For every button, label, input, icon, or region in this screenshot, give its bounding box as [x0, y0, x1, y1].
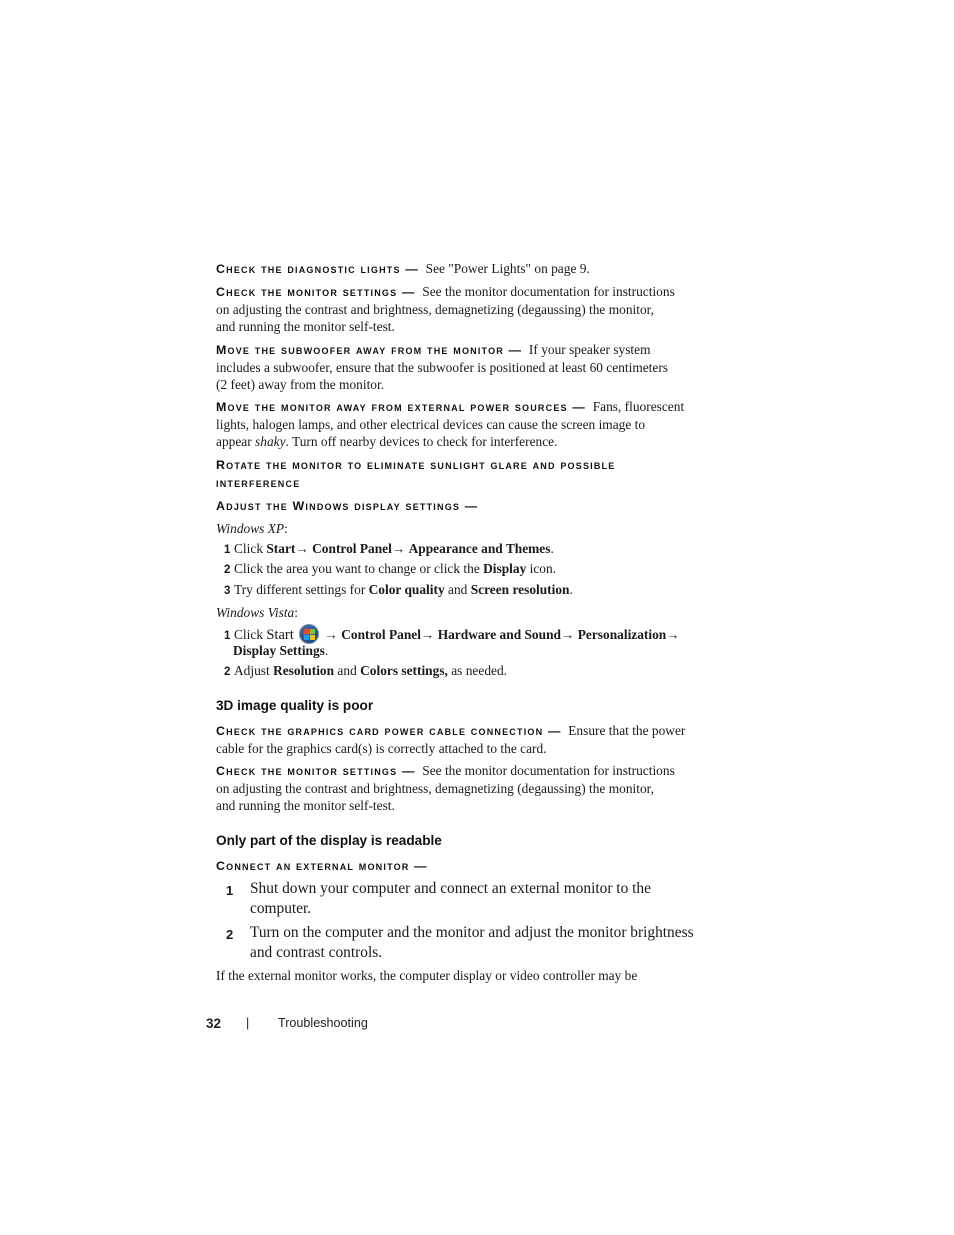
section-power-sources	[216, 398, 716, 450]
step-number: 2	[224, 564, 231, 576]
ui-term: Screen resolution	[470, 582, 570, 597]
list-item	[216, 540, 716, 559]
section-text-line: See the monitor documentation for instructions	[422, 284, 675, 299]
list-item	[216, 662, 716, 681]
text-fragment: Adjust	[234, 663, 274, 678]
section-heading: interference	[216, 476, 301, 490]
os-label: Windows Vista	[216, 605, 295, 620]
section-subwoofer	[216, 341, 716, 393]
section-text-line: Ensure that the power	[568, 723, 686, 738]
text-fragment: and	[444, 582, 471, 597]
label-colon: :	[294, 605, 298, 620]
text-fragment: Click	[234, 541, 267, 556]
section-heading: Check the monitor settings —	[216, 764, 416, 778]
arrow: →	[560, 627, 578, 642]
section-windows-settings	[216, 497, 716, 515]
ui-term: Display Settings	[233, 643, 325, 658]
text-fragment: .	[324, 643, 329, 658]
text-fragment: . Turn off nearby devices to check for interference.	[285, 434, 558, 449]
text-fragment: .	[550, 541, 554, 556]
section-external-monitor	[216, 857, 716, 875]
italic-word: shaky	[255, 434, 286, 449]
section-heading: Rotate the monitor to eliminate sunlight glare and possible	[216, 458, 616, 472]
footer-separator: |	[246, 1016, 250, 1030]
step-number: 1	[224, 544, 231, 556]
section-heading: Check the diagnostic lights —	[216, 262, 419, 276]
section-diagnostic-lights	[216, 260, 716, 278]
ui-term: Color quality	[368, 582, 445, 597]
section-graphics-cable	[216, 722, 716, 757]
step-text-line: and contrast controls.	[250, 943, 383, 961]
paragraph-text: If the external monitor works, the computer display or video controller may be	[216, 968, 638, 983]
step-number: 2	[224, 666, 231, 678]
list-item	[216, 560, 716, 579]
windows-vista-block	[216, 604, 716, 678]
list-item	[216, 879, 716, 919]
step-number: 2	[226, 927, 234, 942]
section-monitor-settings	[216, 283, 716, 335]
list-item-continuation	[216, 642, 716, 659]
ui-term: Start	[266, 541, 296, 556]
section-text-line: cable for the graphics card(s) is correctly attached to the card.	[216, 741, 547, 756]
section-text-line: on adjusting the contrast and brightness, demagnetizing (degaussing) the monitor,	[216, 302, 654, 317]
section-heading: Move the subwoofer away from the monitor —	[216, 343, 523, 357]
ui-term: Resolution	[273, 663, 335, 678]
section-heading: Check the monitor settings —	[216, 285, 416, 299]
ui-term: Control Panel	[312, 541, 392, 556]
section-text-line: lights, halogen lamps, and other electrical devices can cause the screen image to	[216, 417, 646, 432]
section-text-line: and running the monitor self-test.	[216, 319, 395, 334]
ui-term: Control Panel	[341, 627, 421, 642]
arrow: →	[295, 541, 313, 556]
step-text-line: Turn on the computer and the monitor and adjust the monitor brightness	[250, 924, 694, 941]
partial-heading-block	[216, 832, 716, 849]
section-rotate-monitor	[216, 456, 716, 492]
text-fragment: Click	[234, 627, 267, 642]
list-item	[216, 581, 716, 600]
ui-term: Colors settings,	[360, 663, 448, 678]
section-text-line: and running the monitor self-test.	[216, 798, 395, 813]
subsection-title: Only part of the display is readable	[216, 833, 442, 848]
arrow: →	[321, 627, 342, 642]
step-number: 1	[224, 630, 231, 642]
windows-start-icon	[299, 624, 319, 644]
closing-paragraph	[216, 967, 716, 984]
ui-term: Display	[483, 561, 527, 576]
arrow: →	[420, 627, 438, 642]
section-text-line: Fans, fluorescent	[592, 399, 685, 414]
step-text-line: computer.	[250, 899, 312, 917]
text-fragment: Try different settings for	[234, 582, 369, 597]
subsection-title: 3D image quality is poor	[216, 698, 374, 713]
os-label: Windows XP	[216, 521, 285, 536]
step-number: 3	[224, 585, 231, 597]
section-heading: Check the graphics card power cable connection —	[216, 724, 562, 738]
arrow: →	[666, 627, 680, 642]
chapter-title: Troubleshooting	[278, 1016, 368, 1030]
section-text-line: If your speaker system	[528, 342, 651, 357]
section-heading: Adjust the Windows display settings —	[216, 499, 479, 513]
section-text-line: includes a subwoofer, ensure that the subwoofer is positioned at least 60 centimeters	[216, 360, 669, 375]
step-number: 1	[226, 883, 234, 898]
page-number: 32	[206, 1016, 222, 1031]
section-text-line: See the monitor documentation for instructions	[422, 763, 675, 778]
ui-term: Start	[266, 627, 294, 643]
section-heading: Move the monitor away from external power sources —	[216, 400, 586, 414]
section-text-line: (2 feet) away from the monitor.	[216, 377, 385, 392]
text-fragment: and	[334, 663, 361, 678]
ui-term: Hardware and Sound	[437, 627, 561, 642]
label-colon: :	[284, 521, 288, 536]
section-text-line: on adjusting the contrast and brightness, demagnetizing (degaussing) the monitor,	[216, 781, 654, 796]
text-fragment: as needed.	[447, 663, 508, 678]
section-text: See "Power Lights" on page 9.	[425, 261, 590, 276]
windows-xp-block	[216, 520, 716, 597]
text-fragment: Click the area you want to change or click the	[234, 561, 484, 576]
section-monitor-settings-2	[216, 762, 716, 814]
list-item	[216, 923, 716, 963]
text-fragment: .	[569, 582, 573, 597]
arrow: →	[391, 541, 409, 556]
ui-term: Appearance and Themes	[408, 541, 551, 556]
text-fragment: icon.	[526, 561, 557, 576]
quality-heading-block	[216, 697, 716, 714]
ui-term: Personalization	[577, 627, 667, 642]
step-text-line: Shut down your computer and connect an external monitor to the	[250, 880, 651, 897]
section-heading: Connect an external monitor —	[216, 859, 428, 873]
text-fragment: appear	[216, 434, 256, 449]
